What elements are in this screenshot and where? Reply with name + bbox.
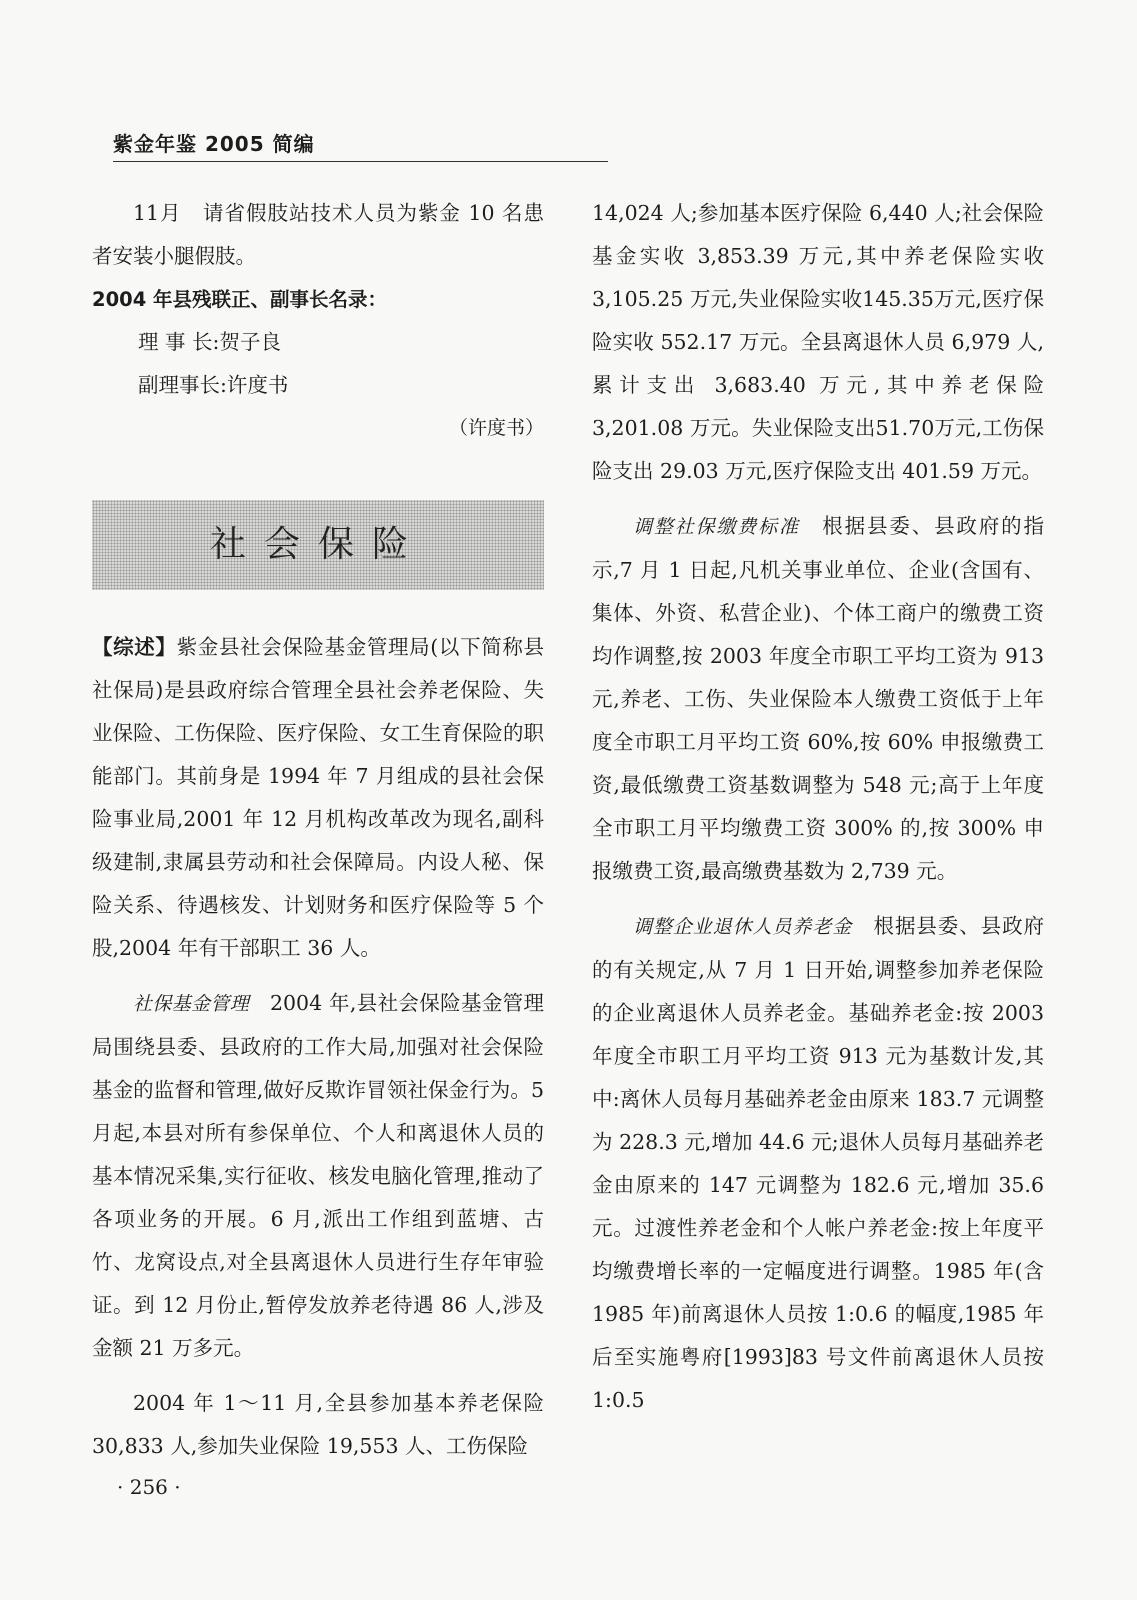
author-signature: （许度书） [448, 417, 544, 439]
pension-paragraph [592, 905, 1044, 1422]
left-column [92, 192, 544, 1468]
summary-text: 紫金县社会保险基金管理局(以下简称县社保局)是县政府综合管理全县社会养老保险、失业保险、工伤保险、医疗保险、女工生育保险的职能部门。其前身是 1994 年 7 月组成的县社会保险事业局,2001 年 12 月机构改革改为现名,副科级建制,隶属县劳动和社会保障局。内设人秘、保险关系、待遇核发、计划财务和医疗保险等 5 个股,2004 年有干部职工 36 人。 [92, 635, 545, 960]
section-banner [92, 500, 544, 590]
summary-lead: 【综述】 [92, 635, 177, 659]
section-title: 社会保险 [209, 524, 426, 565]
pension-subhead: 调整企业退休人员养老金 [633, 916, 853, 938]
list-entry-vice-chairman: 副理事长:许度书 [138, 373, 289, 397]
running-title: 紫金年鉴 2005 简编 [113, 132, 315, 156]
intro-paragraph: 11月 请省假肢站技术人员为紫金 10 名患者安装小腿假肢。 [92, 201, 544, 268]
contribution-text: 根据县委、县政府的指示,7 月 1 日起,凡机关事业单位、企业(含国有、集体、外资、私营企业)、个体工商户的缴费工资均作调整,按 2003 年度全市职工平均工资为 913 元,养老、工伤、失业保险本人缴费工资低于上年度全市职工月平均工资 60%,按 60% 申报缴费工资,最低缴费工资基数调整为 548 元;高于上年度全市职工月平均缴费工资 300% 的,按 300% 申报缴费工资,最高缴费基数为 2,739 元。 [592, 514, 1045, 883]
pension-text: 根据县委、县政府的有关规定,从 7 月 1 日开始,调整参加养老保险的企业离退休人员养老金。基础养老金:按 2003 年度全市职工月平均工资 913 元为基数计发,其中:离休人员每月基础养老金由原来 183.7 元调整为 228.3 元,增加 44.6 元;退休人员每月基础养老金由原来的 147 元调整为 182.6 元,增加 35.6 元。过渡性养老金和个人帐户养老金:按上年度平均缴费增长率的一定幅度进行调整。1985 年(含 1985 年)前离退休人员按 1:0.6 的幅度,1985 年后至实施粤府[1993]83 号文件前离退休人员按 1:0.5 [592, 914, 1044, 1412]
fund-management-paragraph [92, 982, 544, 1370]
enrollment-continued: 14,024 人;参加基本医疗保险 6,440 人;社会保险基金实收 3,853.39 万元,其中养老保险实收 3,105.25 万元,失业保险实收145.35万元,医疗保险实收 552.17 万元。全县离退休人员 6,979 人,累计支出 3,683.40 万元,其中养老保险 3,201.08 万元。失业保险支出51.70万元,工伤保险支出 29.03 万元,医疗保险支出 401.59 万元。 [592, 201, 1044, 483]
running-head [113, 128, 608, 162]
contribution-paragraph [592, 505, 1044, 893]
list-entry-chairman: 理 事 长:贺子良 [138, 330, 281, 354]
contribution-subhead: 调整社保缴费标准 [633, 516, 800, 538]
list-heading: 2004 年县残联正、副事长名录： [92, 288, 388, 311]
fund-management-text: 2004 年,县社会保险基金管理局围绕县委、县政府的工作大局,加强对社会保险基金的监督和管理,做好反欺诈冒领社保金行为。5 月起,本县对所有参保单位、个人和离退休人员的基本情况采集,实行征收、核发电脑化管理,推动了各项业务的开展。6 月,派出工作组到蓝塘、古竹、龙窝设点,对全县离退休人员进行生存年审验证。到 12 月份止,暂停发放养老待遇 86 人,涉及金额 21 万多元。 [92, 991, 545, 1360]
enrollment-paragraph: 2004 年 1～11 月,全县参加基本养老保险 30,833 人,参加失业保险 19,553 人、工伤保险 [92, 1391, 544, 1458]
fund-management-subhead: 社保基金管理 [133, 993, 250, 1015]
right-column [592, 192, 1044, 1422]
page-number: · 256 · [117, 1475, 181, 1499]
summary-paragraph [92, 626, 544, 970]
